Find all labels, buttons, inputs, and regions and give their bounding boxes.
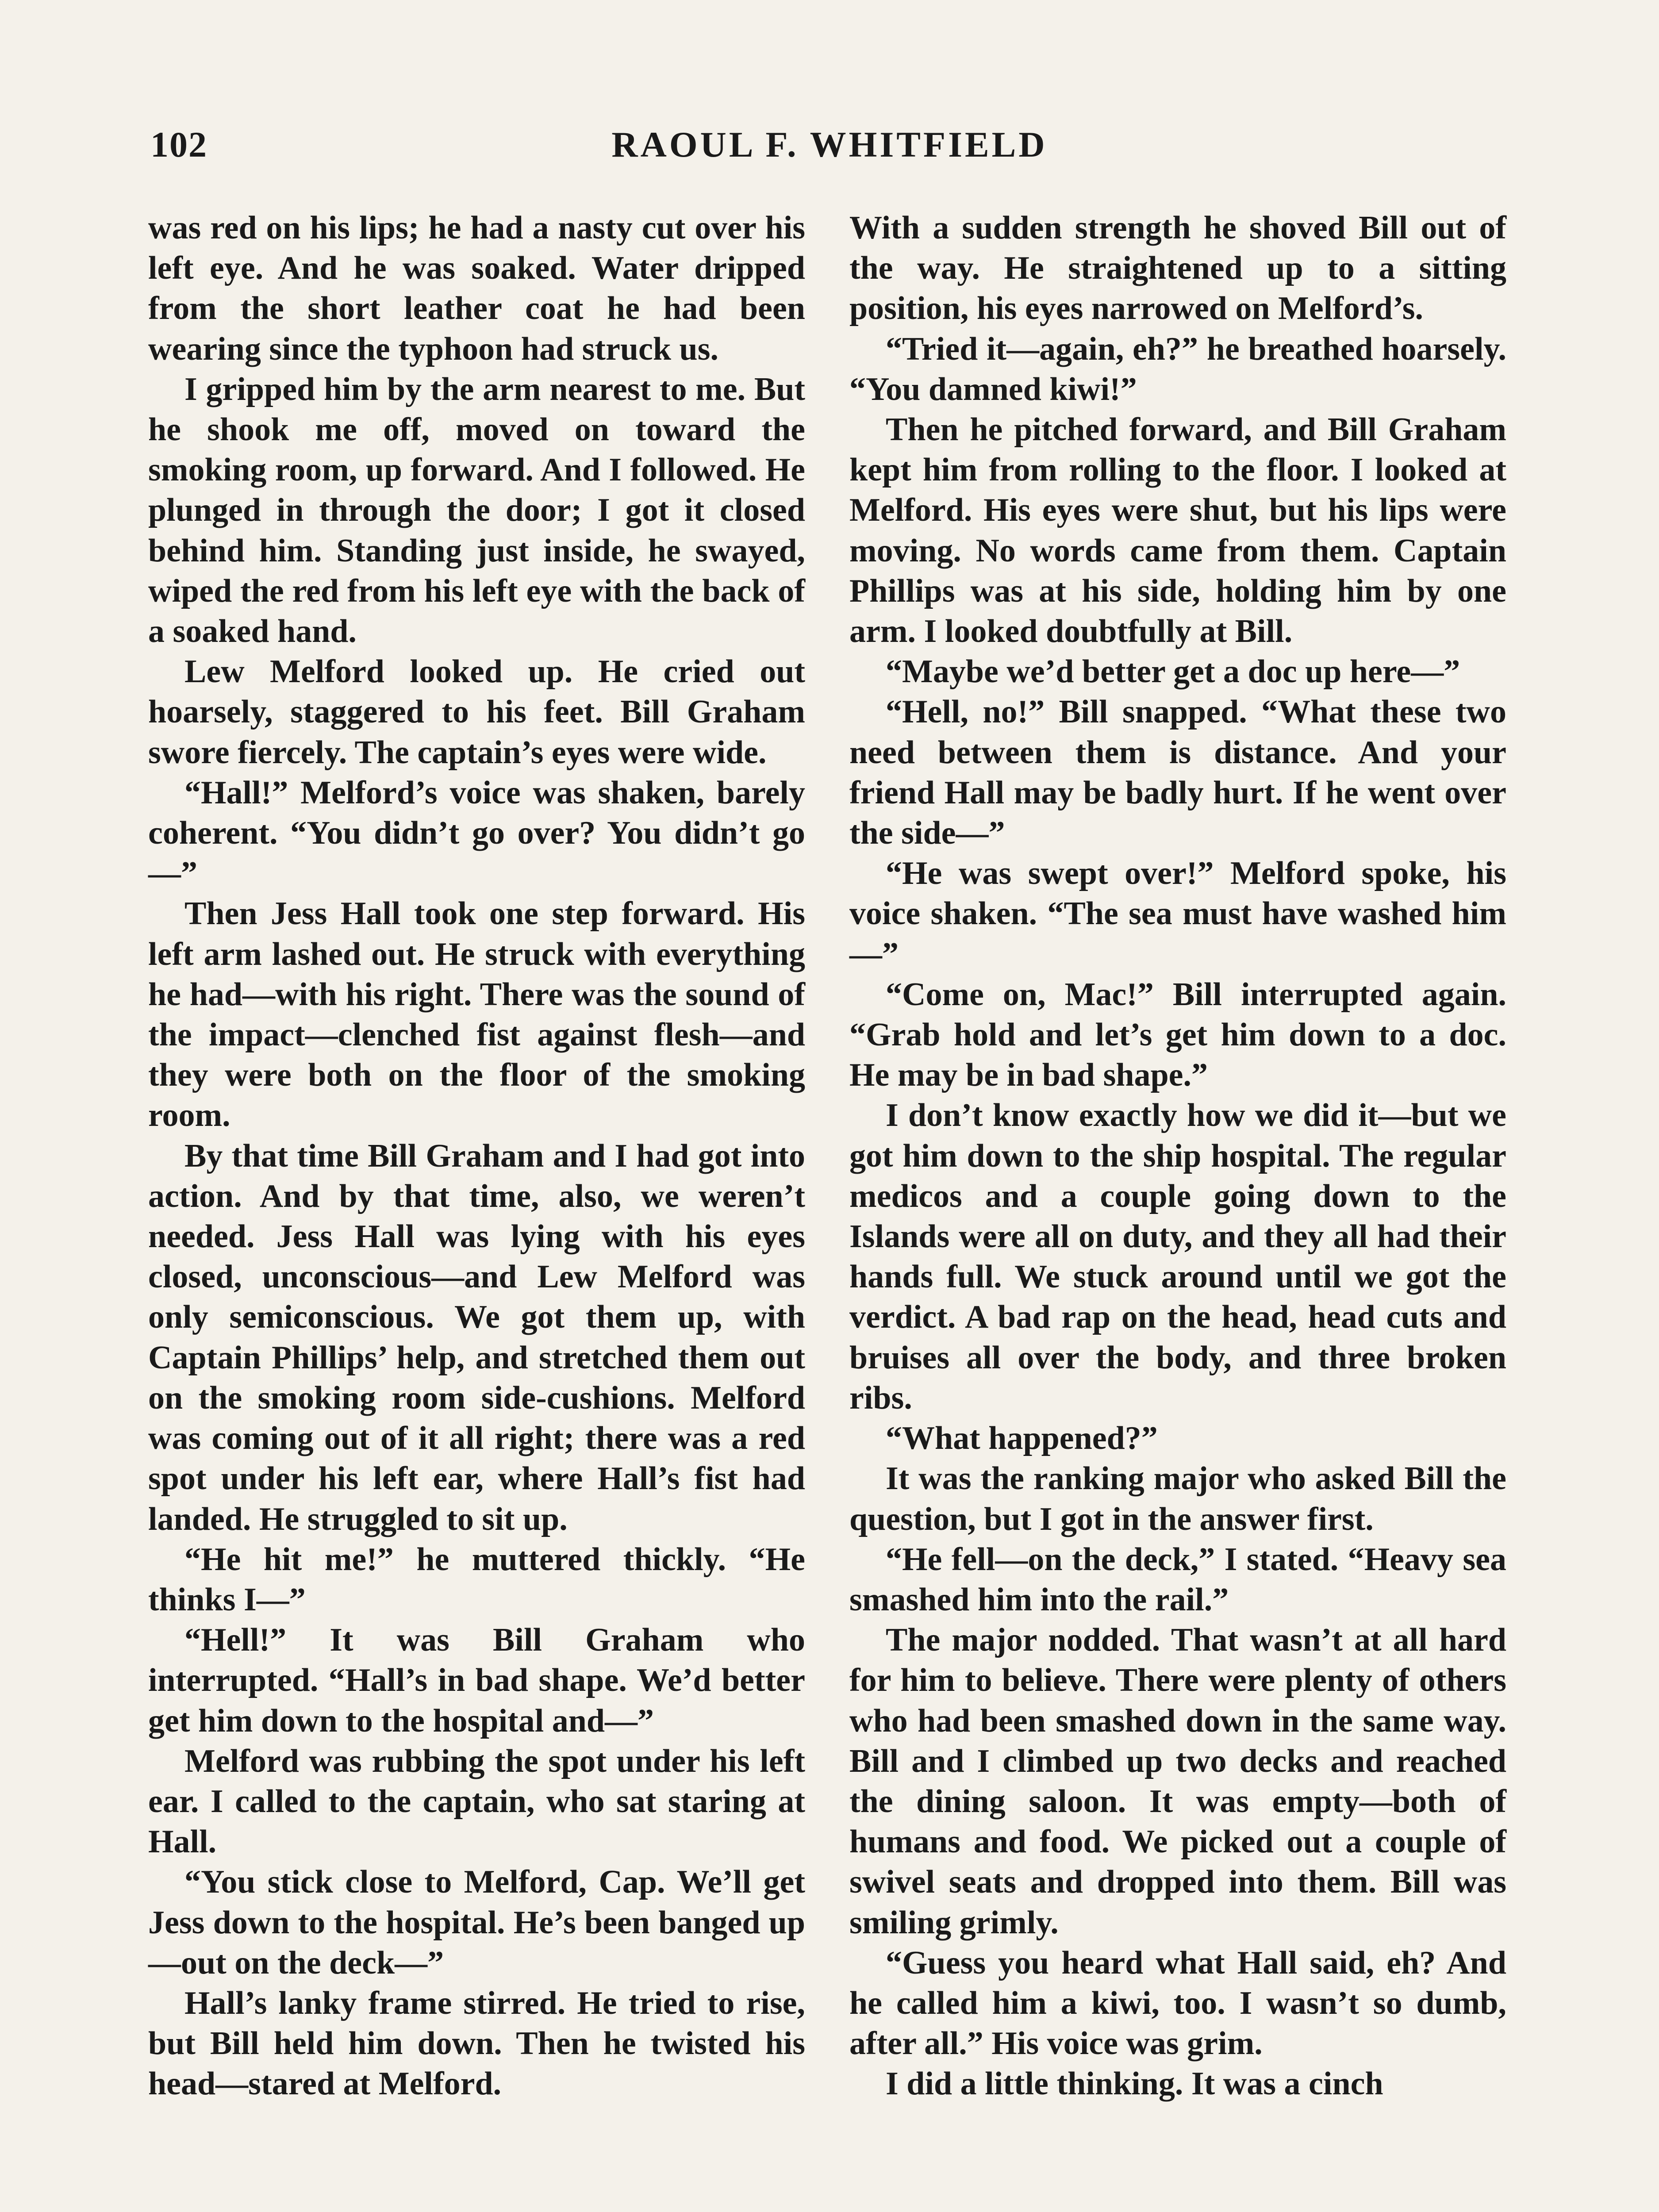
paragraph: “Come on, Mac!” Bill interrupted again. “Grab hold and let’s get him down to a doc. He may be in bad shape.” — [849, 976, 1506, 1094]
paragraph: “Hell, no!” Bill snapped. “What these two need between them is distance. And your friend Hall may be badly hurt. If he went over the side—” — [849, 694, 1506, 852]
paragraph: I don’t know exactly how we did it—but we got him down to the ship hospital. The regular medicos and a couple going down to the Islands were all on duty, and they all had their hands full. We stuck around until we got the verdict. A bad rap on the head, head cuts and bruises all over the body, and three broken ribs. — [849, 1097, 1506, 1416]
page-header — [150, 124, 1509, 177]
paragraph: “You stick close to Melford, Cap. We’ll get Jess down to the hospital. He’s been banged up—out on the deck—” — [148, 1864, 805, 1981]
paragraph: It was the ranking major who asked Bill the question, but I got in the answer first. — [849, 1460, 1506, 1537]
left-text-column — [148, 208, 805, 2104]
paragraph: “He was swept over!” Melford spoke, his voice shaken. “The sea must have washed him—” — [849, 855, 1506, 972]
paragraph: “Hell!” It was Bill Graham who interrupted. “Hall’s in bad shape. We’d better get him down to the hospital and—” — [148, 1622, 805, 1739]
paragraph: I gripped him by the arm nearest to me. But he shook me off, moved on toward the smoking room, up forward. And I followed. He plunged in through the door; I got it closed behind him. Standing just inside, he swayed, wiped the red from his left eye with the back of a soaked hand. — [148, 371, 805, 650]
paragraph: “Tried it—again, eh?” he breathed hoarsely. “You damned kiwi!” — [849, 330, 1506, 407]
paragraph: Then he pitched forward, and Bill Graham kept him from rolling to the floor. I looked at Melford. His eyes were shut, but his lips were moving. No words came from them. Captain Phillips was at his side, holding him by one arm. I looked doubtfully at Bill. — [849, 411, 1506, 650]
paragraph: “He hit me!” he muttered thickly. “He thinks I—” — [148, 1541, 805, 1618]
paragraph: “Guess you heard what Hall said, eh? And he called him a kiwi, too. I wasn’t so dumb, after all.” His voice was grim. — [849, 1944, 1506, 2062]
running-head-author: RAOUL F. WHITFIELD — [611, 124, 1048, 165]
paragraph: Then Jess Hall took one step forward. His left arm lashed out. He struck with everything he had—with his right. There was the sound of the impact—clenched fist against flesh—and they were both on the floor of the smoking room. — [148, 895, 805, 1134]
paragraph: “He fell—on the deck,” I stated. “Heavy sea smashed him into the rail.” — [849, 1541, 1506, 1618]
paragraph: By that time Bill Graham and I had got into action. And by that time, also, we weren’t needed. Jess Hall was lying with his eyes closed, unconscious—and Lew Melford was only semiconscious. We got them up, with Captain Phillips’ help, and stretched them out on the smoking room side-cushions. Melford was coming out of it all right; there was a red spot under his left ear, where Hall’s fist had landed. He struggled to sit up. — [148, 1137, 805, 1537]
paragraph: Lew Melford looked up. He cried out hoarsely, staggered to his feet. Bill Graham swore fiercely. The captain’s eyes were wide. — [148, 653, 805, 771]
page-number: 102 — [150, 124, 207, 165]
paragraph: “Hall!” Melford’s voice was shaken, barely coherent. “You didn’t go over? You didn’t go—” — [148, 774, 805, 892]
right-text-column — [849, 208, 1506, 2104]
paragraph: The major nodded. That wasn’t at all hard for him to believe. There were plenty of others who had been smashed down in the same way. Bill and I climbed up two decks and reached the dining saloon. It was empty—both of humans and food. We picked out a couple of swivel seats and dropped into them. Bill was smiling grimly. — [849, 1622, 1506, 1941]
paragraph: I did a little thinking. It was a cinch — [886, 2066, 1383, 2102]
paragraph: “What happened?” — [886, 1420, 1158, 1457]
paragraph: Hall’s lanky frame stirred. He tried to rise, but Bill held him down. Then he twisted his head—stared at Melford. — [148, 1985, 805, 2102]
paragraph: With a sudden strength he shoved Bill out of the way. He straightened up to a sitting position, his eyes narrowed on Melford’s. — [849, 210, 1506, 327]
paragraph: “Maybe we’d better get a doc up here—” — [886, 653, 1460, 690]
paragraph: Melford was rubbing the spot under his left ear. I called to the captain, who sat staring at Hall. — [148, 1743, 805, 1860]
paragraph: was red on his lips; he had a nasty cut over his left eye. And he was soaked. Water dripped from the short leather coat he had been wearing since the typhoon had struck us. — [148, 210, 805, 367]
